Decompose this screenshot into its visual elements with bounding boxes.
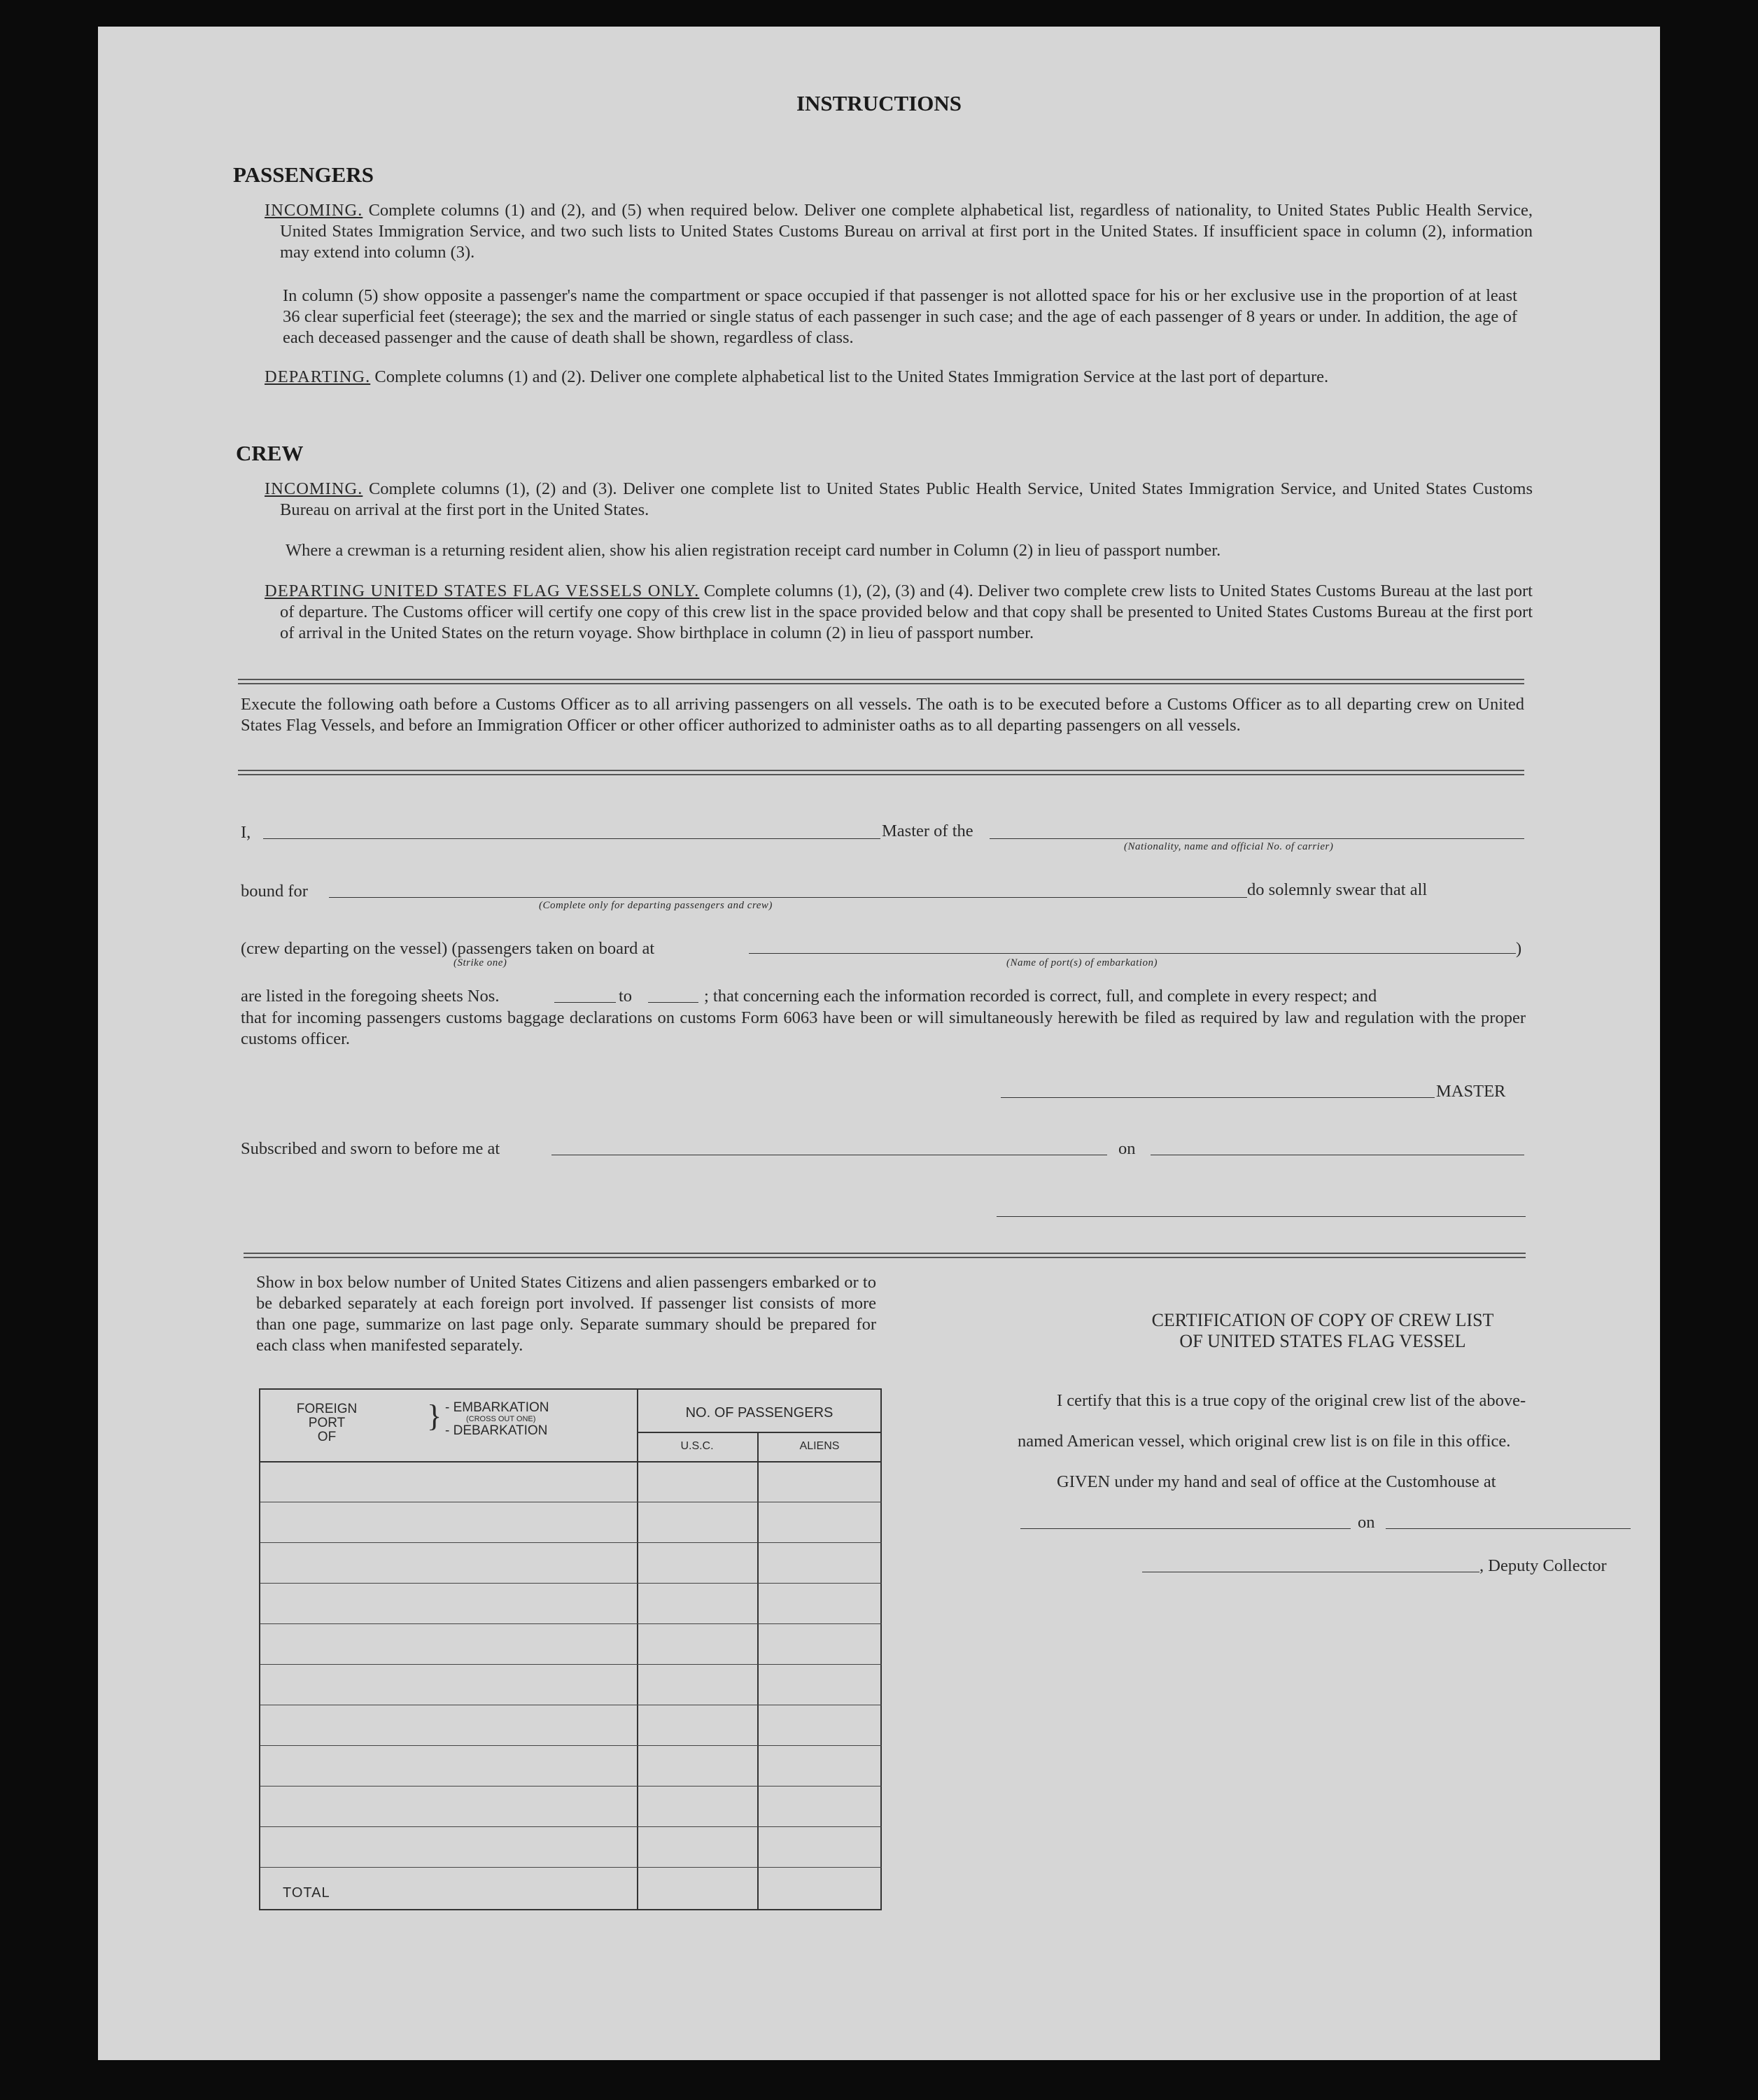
crew-incoming-label: INCOMING.: [265, 479, 363, 498]
table-row[interactable]: [260, 1542, 882, 1584]
strike-one-caption: (Strike one): [453, 957, 507, 968]
divider: [238, 774, 1524, 775]
passengers-incoming-label: INCOMING.: [265, 201, 363, 220]
debarkation-label: - DEBARKATION: [445, 1423, 548, 1438]
foreign-port-of-label: [288, 1402, 365, 1444]
subscribed-label: Subscribed and sworn to before me at: [241, 1139, 500, 1158]
divider: [244, 1257, 1526, 1258]
passengers-departing-text: Complete columns (1) and (2). Deliver one complete alphabetical list to the United States Immigration Service at the last port of departure.: [374, 367, 1329, 386]
crew-incoming: [265, 479, 1533, 521]
divider: [238, 683, 1524, 684]
table-row[interactable]: [260, 1867, 882, 1908]
oath-master-of-the: Master of the: [882, 822, 973, 840]
oath-instruction: Execute the following oath before a Customs Officer as to all arriving passengers on all vessels. The oath is to be executed before a Customs Officer as to all departing crew on United States Flag Vessels, and before an Immigration Officer or other officer authorized to administer oaths as to all departing passengers on all vessels.: [241, 695, 1524, 735]
officer-signature-field[interactable]: [997, 1216, 1526, 1217]
crew-incoming-text: Complete columns (1), (2) and (3). Deliver one complete list to United States Public Health Service, United States Immigration Service, and United States Customs Bureau on arrival at the first port in the United States.: [280, 479, 1533, 519]
sheet-from-field[interactable]: [554, 1002, 616, 1003]
brace-icon: }: [427, 1399, 442, 1433]
certification-title-line: OF UNITED STATES FLAG VESSEL: [1179, 1331, 1466, 1351]
passengers-departing-label: DEPARTING.: [265, 367, 371, 386]
table-row[interactable]: [260, 1826, 882, 1868]
crew-departing-label: DEPARTING UNITED STATES FLAG VESSELS ONLY.: [265, 582, 700, 600]
summary-instruction: Show in box below number of United States Citizens and alien passengers embarked or to be debarked separately at each foreign port involved. If passenger list consists of more than one page, summarize on last page only. Separate summary should be prepared for each class when manifested separately.: [256, 1273, 876, 1355]
carrier-field[interactable]: [990, 838, 1524, 839]
divider: [238, 679, 1524, 680]
form-page: [98, 27, 1660, 2060]
customhouse-field[interactable]: [1020, 1528, 1351, 1529]
of-label: OF: [317, 1430, 337, 1444]
table-row[interactable]: [260, 1502, 882, 1543]
instructions-title: INSTRUCTIONS: [796, 91, 962, 115]
embarkation-label: - EMBARKATION: [445, 1400, 549, 1415]
certify-line-2: named American vessel, which original crew list is on file in this office.: [1018, 1432, 1511, 1451]
carrier-caption: (Nationality, name and official No. of carrier): [1124, 841, 1334, 852]
sworn-on-label: on: [1118, 1139, 1136, 1158]
certify-line-1: I certify that this is a true copy of the original crew list of the above-: [1057, 1391, 1526, 1410]
crew-departing-text: Complete columns (1), (2), (3) and (4). Deliver two complete crew lists to United States Customs Bureau at the last port of departure. The Customs officer will certify one copy of this crew list in the space provided below and that copy shall be presented to United States Customs Bureau at the first port of arrival in the United States on the return voyage. Show birthplace in column (2) in lieu of passport number.: [280, 582, 1533, 642]
table-row[interactable]: [260, 1461, 882, 1502]
deputy-collector-label: , Deputy Collector: [1479, 1556, 1607, 1575]
sheet-to-field[interactable]: [648, 1002, 698, 1003]
no-of-passengers-header: NO. OF PASSENGERS: [685, 1405, 834, 1421]
divider: [238, 770, 1524, 771]
oath-close-paren: ): [1516, 939, 1522, 958]
crew-departing: [265, 581, 1533, 644]
passenger-summary-table: [259, 1388, 882, 1910]
oath-to: to: [619, 987, 633, 1006]
oath-sheets-b: ; that concerning each the information recorded is correct, full, and complete in every respect; and: [704, 987, 1377, 1006]
embarkation-caption: (Name of port(s) of embarkation): [1006, 957, 1158, 968]
aliens-header: ALIENS: [799, 1440, 840, 1452]
oath-sheets-a: are listed in the foregoing sheets Nos.: [241, 987, 500, 1006]
crew-heading: CREW: [236, 441, 304, 465]
passengers-departing: [265, 367, 1533, 388]
table-row[interactable]: [260, 1786, 882, 1827]
table-row[interactable]: [260, 1623, 882, 1665]
crew-resident-alien: Where a crewman is a returning resident alien, show his alien registration receipt card number in Column (2) in lieu of passport number.: [286, 541, 1221, 560]
certification-title: [1008, 1310, 1638, 1352]
passengers-heading: PASSENGERS: [233, 162, 374, 187]
embark-debark-label: [445, 1401, 549, 1438]
oath-i: I,: [241, 823, 251, 842]
table-row[interactable]: [260, 1705, 882, 1746]
certification-title-line: CERTIFICATION OF COPY OF CREW LIST: [1151, 1310, 1494, 1330]
oath-crew-departing: (crew departing on the vessel) (passengers taken on board at: [241, 939, 655, 958]
certify-date-field[interactable]: [1386, 1528, 1631, 1529]
passengers-column5: In column (5) show opposite a passenger's name the compartment or space occupied if that passenger is not allotted space for his or her exclusive use in the proportion of at least 36 clear superficial feet (steerage); the sex and the married or single status of each passenger in such case; and the age of each passenger of 8 years or under. In addition, the age of each deceased passenger and the cause of death shall be shown, regardless of class.: [283, 286, 1517, 347]
subheader-rule: [637, 1432, 882, 1433]
passengers-incoming: [265, 200, 1533, 263]
passengers-incoming-text: Complete columns (1) and (2), and (5) when required below. Deliver one complete alphabetical list, regardless of nationality, to United States Public Health Service, United States Immigration Service, and two such lists to United States Customs Bureau on arrival at first port in the United States. If insufficient space in column (2), information may extend into column (3).: [280, 201, 1533, 262]
total-label: TOTAL: [283, 1885, 330, 1901]
usc-header: U.S.C.: [680, 1440, 714, 1452]
oath-swear: do solemnly swear that all: [1247, 880, 1428, 899]
oath-bound-for: bound for: [241, 882, 308, 901]
given-line: GIVEN under my hand and seal of office at the Customhouse at: [1057, 1472, 1496, 1491]
table-row[interactable]: [260, 1583, 882, 1624]
oath-continuation: that for incoming passengers customs baggage declarations on customs Form 6063 have been or will simultaneously herewith be filed as required by law and regulation with the proper customs officer.: [241, 1008, 1526, 1048]
embarkation-field[interactable]: [749, 953, 1516, 954]
foreign-label: FOREIGN: [296, 1402, 358, 1416]
destination-field[interactable]: [329, 897, 1247, 898]
table-row[interactable]: [260, 1664, 882, 1705]
destination-caption: (Complete only for departing passengers and crew): [539, 900, 773, 911]
certify-on-label: on: [1358, 1513, 1375, 1532]
port-label: PORT: [308, 1416, 346, 1430]
cross-out-label: (CROSS OUT ONE): [466, 1415, 536, 1423]
master-signature-field[interactable]: [1001, 1097, 1435, 1098]
table-row[interactable]: [260, 1745, 882, 1787]
master-label: MASTER: [1436, 1082, 1506, 1101]
divider: [244, 1253, 1526, 1254]
master-name-field[interactable]: [263, 838, 880, 839]
